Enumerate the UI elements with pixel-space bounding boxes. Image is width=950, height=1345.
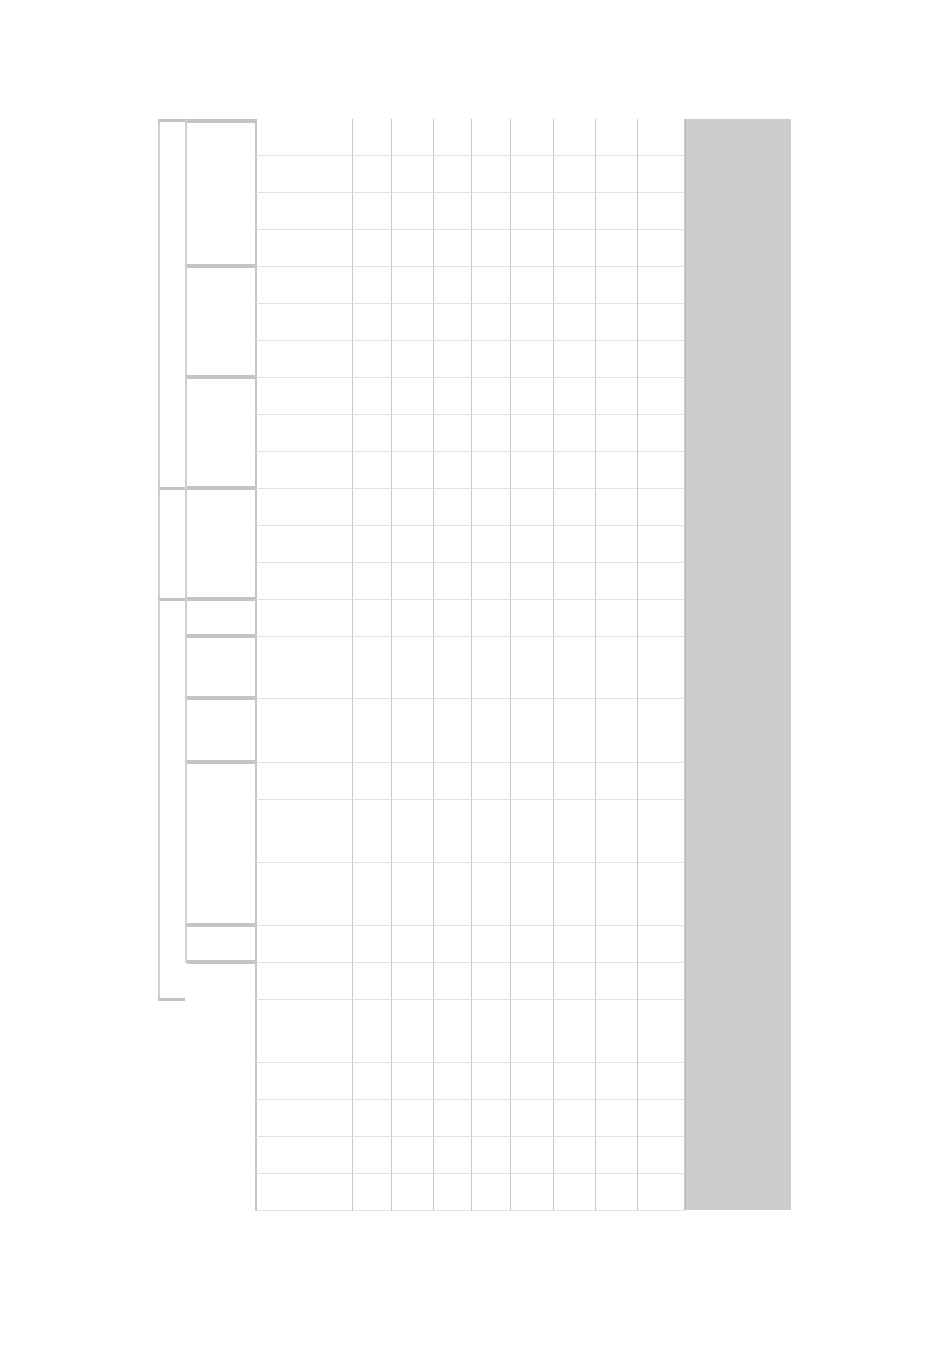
value-cell xyxy=(353,119,392,156)
value-cell xyxy=(472,452,511,489)
value-cell xyxy=(511,304,554,341)
value-cell xyxy=(511,963,554,1000)
value-cell xyxy=(353,156,392,193)
value-cell xyxy=(392,378,434,415)
value-cell xyxy=(554,526,596,563)
value-cell xyxy=(434,1100,472,1137)
value-cell xyxy=(638,1100,685,1137)
value-cell xyxy=(434,1137,472,1174)
value-cell xyxy=(554,563,596,600)
value-cell xyxy=(554,119,596,156)
value-cell xyxy=(554,378,596,415)
value-cell xyxy=(434,526,472,563)
value-cell xyxy=(596,489,638,526)
value-cell xyxy=(392,1100,434,1137)
major-cell xyxy=(255,193,353,230)
department-divider xyxy=(187,119,255,123)
major-cell xyxy=(255,304,353,341)
college-cell xyxy=(158,489,185,600)
value-cell xyxy=(434,341,472,378)
value-cell xyxy=(434,267,472,304)
value-cell xyxy=(434,637,472,699)
value-cell xyxy=(392,193,434,230)
department-cell xyxy=(185,119,255,267)
value-cell xyxy=(353,563,392,600)
value-cell xyxy=(434,452,472,489)
value-cell xyxy=(511,452,554,489)
value-cell xyxy=(554,963,596,1000)
department-cell xyxy=(185,267,255,378)
college-divider xyxy=(158,998,185,1001)
value-cell xyxy=(511,489,554,526)
value-cell xyxy=(554,699,596,763)
major-cell xyxy=(255,489,353,526)
value-cell xyxy=(353,863,392,926)
value-cell xyxy=(472,304,511,341)
value-cell xyxy=(596,763,638,800)
value-cell xyxy=(353,526,392,563)
value-cell xyxy=(511,1174,554,1211)
value-cell xyxy=(554,1100,596,1137)
department-cell xyxy=(185,699,255,763)
value-cell xyxy=(554,1137,596,1174)
value-cell xyxy=(554,415,596,452)
value-cell xyxy=(472,800,511,863)
value-cell xyxy=(638,1000,685,1063)
value-cell xyxy=(511,1100,554,1137)
value-cell xyxy=(472,119,511,156)
value-cell xyxy=(472,489,511,526)
value-cell xyxy=(392,1137,434,1174)
major-cell xyxy=(255,452,353,489)
value-cell xyxy=(434,119,472,156)
value-cell xyxy=(472,156,511,193)
value-cell xyxy=(392,1063,434,1100)
value-cell xyxy=(638,926,685,963)
department-cell xyxy=(185,763,255,926)
value-cell xyxy=(472,863,511,926)
value-cell xyxy=(392,489,434,526)
value-cell xyxy=(434,1000,472,1063)
value-cell xyxy=(638,637,685,699)
value-cell xyxy=(596,926,638,963)
value-cell xyxy=(434,926,472,963)
value-cell xyxy=(596,304,638,341)
value-cell xyxy=(511,1137,554,1174)
major-cell xyxy=(255,526,353,563)
value-cell xyxy=(511,926,554,963)
value-cell xyxy=(353,699,392,763)
college-cell xyxy=(158,600,185,1000)
value-cell xyxy=(638,489,685,526)
value-cell xyxy=(511,341,554,378)
value-cell xyxy=(638,863,685,926)
value-cell xyxy=(596,415,638,452)
value-cell xyxy=(596,1174,638,1211)
value-cell xyxy=(392,863,434,926)
major-cell xyxy=(255,600,353,637)
value-cell xyxy=(392,963,434,1000)
value-cell xyxy=(353,763,392,800)
major-cell xyxy=(255,863,353,926)
value-cell xyxy=(511,863,554,926)
value-cell xyxy=(472,267,511,304)
value-cell xyxy=(392,1000,434,1063)
value-cell xyxy=(638,452,685,489)
value-cell xyxy=(434,863,472,926)
value-cell xyxy=(638,1174,685,1211)
value-cell xyxy=(596,863,638,926)
value-cell xyxy=(434,156,472,193)
value-cell xyxy=(392,526,434,563)
value-cell xyxy=(596,230,638,267)
department-cell xyxy=(185,489,255,600)
value-cell xyxy=(353,963,392,1000)
major-cell xyxy=(255,1000,353,1063)
value-cell xyxy=(511,267,554,304)
value-cell xyxy=(511,415,554,452)
value-cell xyxy=(434,600,472,637)
value-cell xyxy=(353,415,392,452)
value-cell xyxy=(472,1137,511,1174)
value-cell xyxy=(554,452,596,489)
value-cell xyxy=(638,156,685,193)
value-cell xyxy=(596,1063,638,1100)
value-cell xyxy=(353,193,392,230)
value-cell xyxy=(638,800,685,863)
major-cell xyxy=(255,563,353,600)
value-cell xyxy=(392,699,434,763)
value-cell xyxy=(472,1063,511,1100)
value-cell xyxy=(638,304,685,341)
value-cell xyxy=(596,699,638,763)
department-cell xyxy=(185,600,255,637)
value-cell xyxy=(472,1174,511,1211)
major-cell xyxy=(255,1137,353,1174)
major-cell xyxy=(255,378,353,415)
value-cell xyxy=(434,230,472,267)
major-cell xyxy=(255,119,353,156)
value-cell xyxy=(638,1137,685,1174)
value-cell xyxy=(596,341,638,378)
value-cell xyxy=(596,119,638,156)
value-cell xyxy=(638,600,685,637)
value-cell xyxy=(434,763,472,800)
value-cell xyxy=(511,1000,554,1063)
value-cell xyxy=(472,926,511,963)
major-cell xyxy=(255,1100,353,1137)
value-cell xyxy=(353,1000,392,1063)
value-cell xyxy=(511,119,554,156)
value-cell xyxy=(434,304,472,341)
value-cell xyxy=(511,156,554,193)
major-cell xyxy=(255,637,353,699)
value-cell xyxy=(392,341,434,378)
value-cell xyxy=(511,526,554,563)
value-cell xyxy=(596,1137,638,1174)
value-cell xyxy=(638,119,685,156)
value-cell xyxy=(353,267,392,304)
value-cell xyxy=(353,304,392,341)
college-divider xyxy=(158,119,185,122)
value-cell xyxy=(434,1174,472,1211)
major-cell xyxy=(255,415,353,452)
value-cell xyxy=(596,452,638,489)
value-cell xyxy=(434,963,472,1000)
value-cell xyxy=(472,637,511,699)
value-cell xyxy=(392,563,434,600)
value-cell xyxy=(472,230,511,267)
value-cell xyxy=(638,193,685,230)
value-cell xyxy=(554,156,596,193)
value-cell xyxy=(638,526,685,563)
value-cell xyxy=(511,193,554,230)
department-cell xyxy=(185,926,255,963)
value-cell xyxy=(472,563,511,600)
value-cell xyxy=(472,193,511,230)
value-cell xyxy=(353,1174,392,1211)
major-cell xyxy=(255,341,353,378)
value-cell xyxy=(596,1100,638,1137)
major-cell xyxy=(255,230,353,267)
value-cell xyxy=(434,800,472,863)
value-cell xyxy=(472,699,511,763)
value-cell xyxy=(353,489,392,526)
value-cell xyxy=(596,526,638,563)
value-cell xyxy=(511,1063,554,1100)
major-cell xyxy=(255,800,353,863)
value-cell xyxy=(596,1000,638,1063)
value-cell xyxy=(353,1137,392,1174)
value-cell xyxy=(554,1000,596,1063)
value-cell xyxy=(392,119,434,156)
value-cell xyxy=(554,1063,596,1100)
value-cell xyxy=(392,637,434,699)
value-cell xyxy=(392,800,434,863)
value-cell xyxy=(554,926,596,963)
value-cell xyxy=(472,1100,511,1137)
value-cell xyxy=(392,1174,434,1211)
college-cell xyxy=(158,119,185,489)
value-cell xyxy=(596,637,638,699)
value-cell xyxy=(434,1063,472,1100)
value-cell xyxy=(554,600,596,637)
value-cell xyxy=(554,863,596,926)
value-cell xyxy=(472,963,511,1000)
value-cell xyxy=(472,1000,511,1063)
value-cell xyxy=(353,800,392,863)
major-cell xyxy=(255,926,353,963)
value-cell xyxy=(353,378,392,415)
value-cell xyxy=(434,563,472,600)
value-cell xyxy=(353,1100,392,1137)
value-cell xyxy=(596,193,638,230)
value-cell xyxy=(353,637,392,699)
value-cell xyxy=(392,156,434,193)
department-divider xyxy=(187,960,255,964)
value-cell xyxy=(392,230,434,267)
major-cell xyxy=(255,699,353,763)
value-cell xyxy=(554,267,596,304)
value-cell xyxy=(554,800,596,863)
value-cell xyxy=(511,378,554,415)
value-cell xyxy=(392,926,434,963)
value-cell xyxy=(353,600,392,637)
value-cell xyxy=(638,763,685,800)
value-cell xyxy=(554,304,596,341)
value-cell xyxy=(511,637,554,699)
value-cell xyxy=(434,378,472,415)
major-cell xyxy=(255,763,353,800)
value-cell xyxy=(596,600,638,637)
value-cell xyxy=(511,763,554,800)
admission-score-table xyxy=(158,119,790,1211)
value-cell xyxy=(596,156,638,193)
value-cell xyxy=(511,699,554,763)
value-cell xyxy=(472,341,511,378)
value-cell xyxy=(353,1063,392,1100)
value-cell xyxy=(392,600,434,637)
value-cell xyxy=(434,489,472,526)
value-cell xyxy=(638,378,685,415)
value-cell xyxy=(596,963,638,1000)
value-cell xyxy=(472,600,511,637)
value-cell xyxy=(392,267,434,304)
value-cell xyxy=(511,800,554,863)
value-cell xyxy=(392,415,434,452)
value-cell xyxy=(472,415,511,452)
value-cell xyxy=(638,415,685,452)
value-cell xyxy=(638,699,685,763)
value-cell xyxy=(554,230,596,267)
value-cell xyxy=(511,600,554,637)
value-cell xyxy=(353,341,392,378)
department-cell xyxy=(185,378,255,489)
value-cell xyxy=(434,699,472,763)
value-cell xyxy=(511,563,554,600)
value-cell xyxy=(434,193,472,230)
major-cell xyxy=(255,156,353,193)
major-cell xyxy=(255,1174,353,1211)
value-cell xyxy=(554,193,596,230)
value-cell xyxy=(638,341,685,378)
value-cell xyxy=(353,230,392,267)
major-cell xyxy=(255,1063,353,1100)
value-cell xyxy=(472,526,511,563)
major-cell xyxy=(255,963,353,1000)
value-cell xyxy=(353,926,392,963)
value-cell xyxy=(596,378,638,415)
value-cell xyxy=(434,415,472,452)
value-cell xyxy=(596,267,638,304)
major-cell xyxy=(255,267,353,304)
value-cell xyxy=(554,637,596,699)
value-cell xyxy=(638,563,685,600)
value-cell xyxy=(596,800,638,863)
value-cell xyxy=(554,1174,596,1211)
value-cell xyxy=(554,763,596,800)
value-cell xyxy=(638,1063,685,1100)
value-cell xyxy=(392,304,434,341)
value-cell xyxy=(392,452,434,489)
value-cell xyxy=(554,489,596,526)
department-cell xyxy=(185,637,255,699)
value-cell xyxy=(638,267,685,304)
value-cell xyxy=(472,378,511,415)
value-cell xyxy=(472,763,511,800)
value-cell xyxy=(511,230,554,267)
value-cell xyxy=(392,763,434,800)
value-cell xyxy=(554,341,596,378)
value-cell xyxy=(638,230,685,267)
value-cell xyxy=(353,452,392,489)
value-cell xyxy=(596,563,638,600)
value-cell xyxy=(638,963,685,1000)
